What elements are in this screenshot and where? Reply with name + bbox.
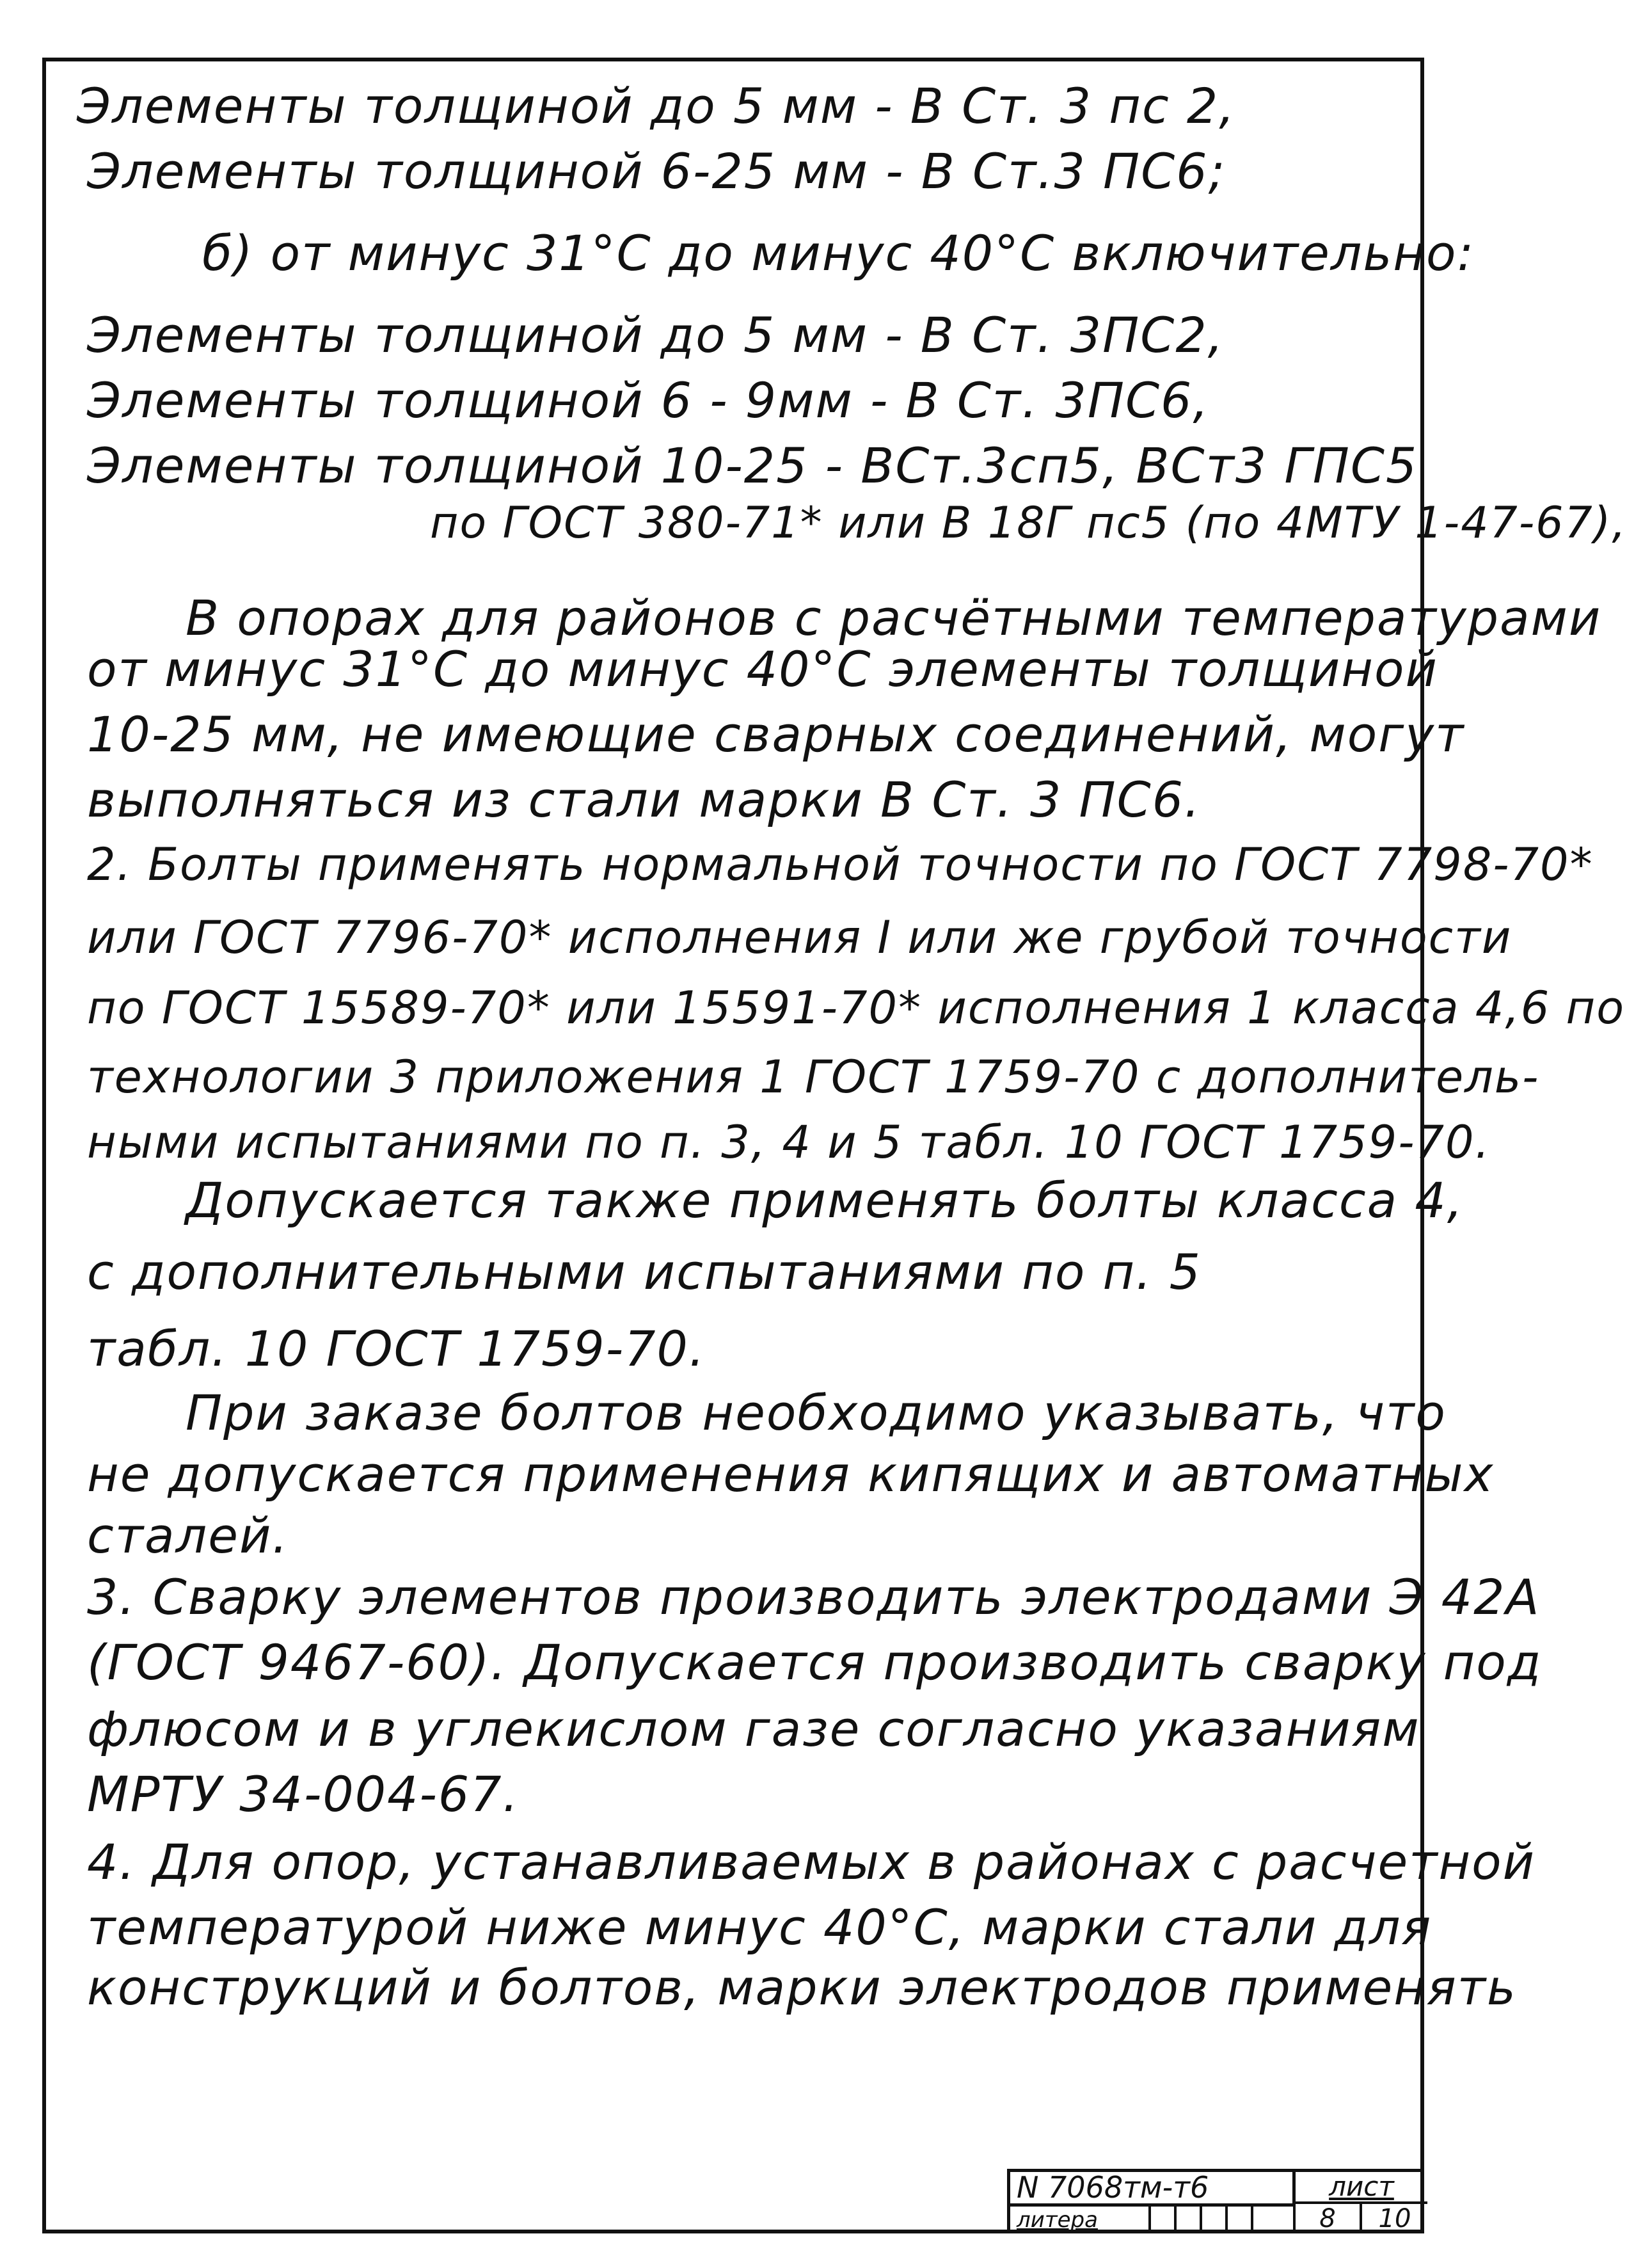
text-line: от минус 31°С до минус 40°С элементы толщиной <box>87 641 1438 698</box>
text-line: по ГОСТ 15589-70* или 15591-70* исполнения 1 класса 4,6 по <box>87 982 1626 1034</box>
litera-cell <box>1253 2207 1296 2233</box>
text-line: табл. 10 ГОСТ 1759-70. <box>87 1320 706 1377</box>
text-line: технологии 3 приложения 1 ГОСТ 1759-70 с дополнитель- <box>87 1051 1540 1103</box>
document-number: N 7068тм-т6 <box>1010 2172 1296 2207</box>
text-line: Элементы толщиной 6 - 9мм - В Ст. 3ПС6, <box>87 372 1210 429</box>
sheet-number: 8 <box>1296 2204 1362 2233</box>
text-line: 10-25 мм, не имеющие сварных соединений, могут <box>87 706 1465 763</box>
text-line: Элементы толщиной до 5 мм - В Ст. 3ПС2, <box>87 307 1225 363</box>
sheet-label: лист <box>1296 2172 1427 2204</box>
text-line: не допускается применения кипящих и автоматных <box>87 1446 1495 1503</box>
text-line: Элементы толщиной до 5 мм - В Ст. 3 пс 2, <box>77 77 1236 134</box>
litera-label: литера <box>1010 2207 1151 2233</box>
total-sheets: 10 <box>1378 2204 1411 2233</box>
text-line: (ГОСТ 9467-60). Допускается производить сварку под <box>87 1634 1543 1691</box>
text-line: с дополнительными испытаниями по п. 5 <box>87 1243 1202 1300</box>
text-line: Допускается также применять болты класса 4, <box>186 1172 1464 1229</box>
text-line: флюсом и в углекислом газе согласно указаниям <box>87 1700 1420 1757</box>
text-line: выполняться из стали марки В Ст. 3 ПС6. <box>87 771 1202 828</box>
litera-cell <box>1202 2207 1228 2233</box>
text-line: б) от минус 31°С до минус 40°С включительно: <box>202 225 1475 282</box>
text-line: сталей. <box>87 1507 289 1564</box>
litera-cell <box>1177 2207 1202 2233</box>
litera-cell <box>1151 2207 1177 2233</box>
text-line: В опорах для районов с расчётными температурами <box>186 589 1602 646</box>
title-block <box>1007 2169 1424 2233</box>
text-line: МРТУ 34-004-67. <box>87 1766 520 1823</box>
text-line: по ГОСТ 380-71* или В 18Г пс5 (по 4МТУ 1-47-67), <box>430 498 1627 548</box>
text-line: конструкций и болтов, марки электродов применять <box>87 1959 1517 2016</box>
text-line: ными испытаниями по п. 3, 4 и 5 табл. 10 ГОСТ 1759-70. <box>87 1116 1491 1169</box>
litera-cell <box>1228 2207 1253 2233</box>
text-line: 4. Для опор, устанавливаемых в районах с расчетной <box>87 1833 1536 1890</box>
text-line: температурой ниже минус 40°С, марки стали для <box>87 1899 1433 1956</box>
text-line: 2. Болты применять нормальной точности по ГОСТ 7798-70* <box>87 838 1594 891</box>
text-line: При заказе болтов необходимо указывать, что <box>186 1384 1447 1441</box>
text-line: 3. Сварку элементов производить электродами Э 42А <box>87 1569 1541 1625</box>
text-line: Элементы толщиной 10-25 - ВСт.3сп5, ВСт3 ГПС5 <box>87 437 1418 494</box>
text-line: Элементы толщиной 6-25 мм - В Ст.3 ПС6; <box>87 143 1226 200</box>
text-line: или ГОСТ 7796-70* исполнения I или же грубой точности <box>87 911 1512 964</box>
